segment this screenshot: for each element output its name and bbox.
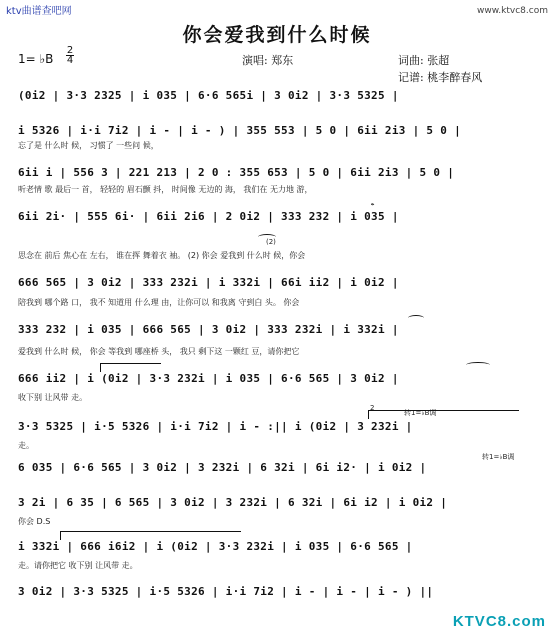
volta-bracket-3 — [60, 531, 241, 540]
music-line-3: 6ii i | 556 3 | 221 213 | 2 0 : 355 653 | 5 0 | 6ii 2i3 | 5 0 | — [18, 166, 455, 179]
singer: 演唱: 郑东 — [242, 54, 294, 67]
music-line-5: 666 565 | 3 0i2 | 333 232i | i 332i | 66i ii2 | i 0i2 | — [18, 276, 399, 289]
tie-mark — [466, 362, 490, 368]
music-line-1: (0i2 | 3·3 2325 | i 035 | 6·6 565i | 3 0i2 | 3·3 5325 | — [18, 89, 399, 102]
key-change-note: 转1=♭B调 — [404, 409, 437, 417]
lyric-line-2: 忘了是 什么时 候， 习惯了 一些问 候， — [18, 141, 159, 150]
key-change-note-2: 转1=♭B调 — [482, 453, 515, 461]
key-signature: 1= ♭B — [18, 52, 54, 66]
lyric-line-11: 走。请你把它 收下别 让风带 走。 — [18, 561, 138, 570]
coda-sign: 𝄌 — [371, 202, 375, 212]
lyric-line-3: 听老情 歌 最后一 首， 轻轻的 眉石颤 抖， 时间像 无边的 海， 我们在 无力地 游， — [18, 185, 313, 194]
watermark-top-left: ktv曲谱查吧网 — [6, 6, 72, 17]
ending-2-mark: 2 — [370, 404, 375, 412]
tie-mark — [258, 234, 276, 240]
composer: 词曲: 张超 — [398, 54, 450, 67]
lyric-line-4: 思念在 前后 焦心在 左右， 谁在挥 舞着衣 袖。 (2) 你会 爱我到 什么时 候，你会 — [18, 251, 306, 260]
lyric-line-7: 收下别 让风带 走。 — [18, 393, 88, 402]
music-line-2: i 5326 | i·i 7i2 | i - | i - ) | 355 553 | 5 0 | 6ii 2i3 | 5 0 | — [18, 124, 462, 137]
tie-mark — [408, 315, 424, 321]
time-top: 2 — [66, 45, 74, 56]
music-line-12: 3 0i2 | 3·3 5325 | i·5 5326 | i·i 7i2 | i - | i - | i - ) || — [18, 585, 434, 598]
lyric-line-5: 陪我到 哪个路 口， 我不 知道用 什么理 由，让你可以 和我离 守到白 头。 你会 — [18, 298, 300, 307]
watermark-top-right: www.ktvc8.com — [477, 6, 548, 16]
song-title: 你会爱我到什么时候 — [182, 24, 372, 46]
lyric-line-10: 你会 D.S — [18, 517, 51, 526]
lyric-line-6: 爱我到 什么时 候， 你会 等我到 哪座桥 头， 我只 剩下这 一颗红 豆，请你把它 — [18, 347, 300, 356]
time-signature — [66, 46, 74, 65]
music-line-7: 666 ii2 | i (0i2 | 3·3 232i | i 035 | 6·6 565 | 3 0i2 | — [18, 372, 399, 385]
lyric-line-8: 走。 — [18, 441, 34, 450]
volta-bracket — [368, 410, 519, 419]
music-line-8: 3·3 5325 | i·5 5326 | i·i 7i2 | i - :|| i (0i2 | 3 232i | — [18, 420, 413, 433]
watermark-bottom-right: KTVC8.com — [452, 613, 546, 630]
time-bottom: 4 — [66, 55, 74, 66]
music-line-4: 6ii 2i· | 555 6i· | 6ii 2i6 | 2 0i2 | 333 232 | i 035 | — [18, 210, 399, 223]
music-line-9: 6 035 | 6·6 565 | 3 0i2 | 3 232i | 6 32i | 6i i2· | i 0i2 | — [18, 461, 427, 474]
transcriber: 记谱: 桃李醉春风 — [398, 71, 483, 84]
music-line-11: i 332i | 666 i6i2 | i (0i2 | 3·3 232i | i 035 | 6·6 565 | — [18, 540, 413, 553]
phrase-bracket — [100, 363, 161, 372]
music-line-10: 3 2i | 6 35 | 6 565 | 3 0i2 | 3 232i | 6 32i | 6i i2 | i 0i2 | — [18, 496, 448, 509]
repeat-2-mark: (2) — [266, 238, 276, 246]
music-line-6: 333 232 | i 035 | 666 565 | 3 0i2 | 333 232i | i 332i | — [18, 323, 399, 336]
